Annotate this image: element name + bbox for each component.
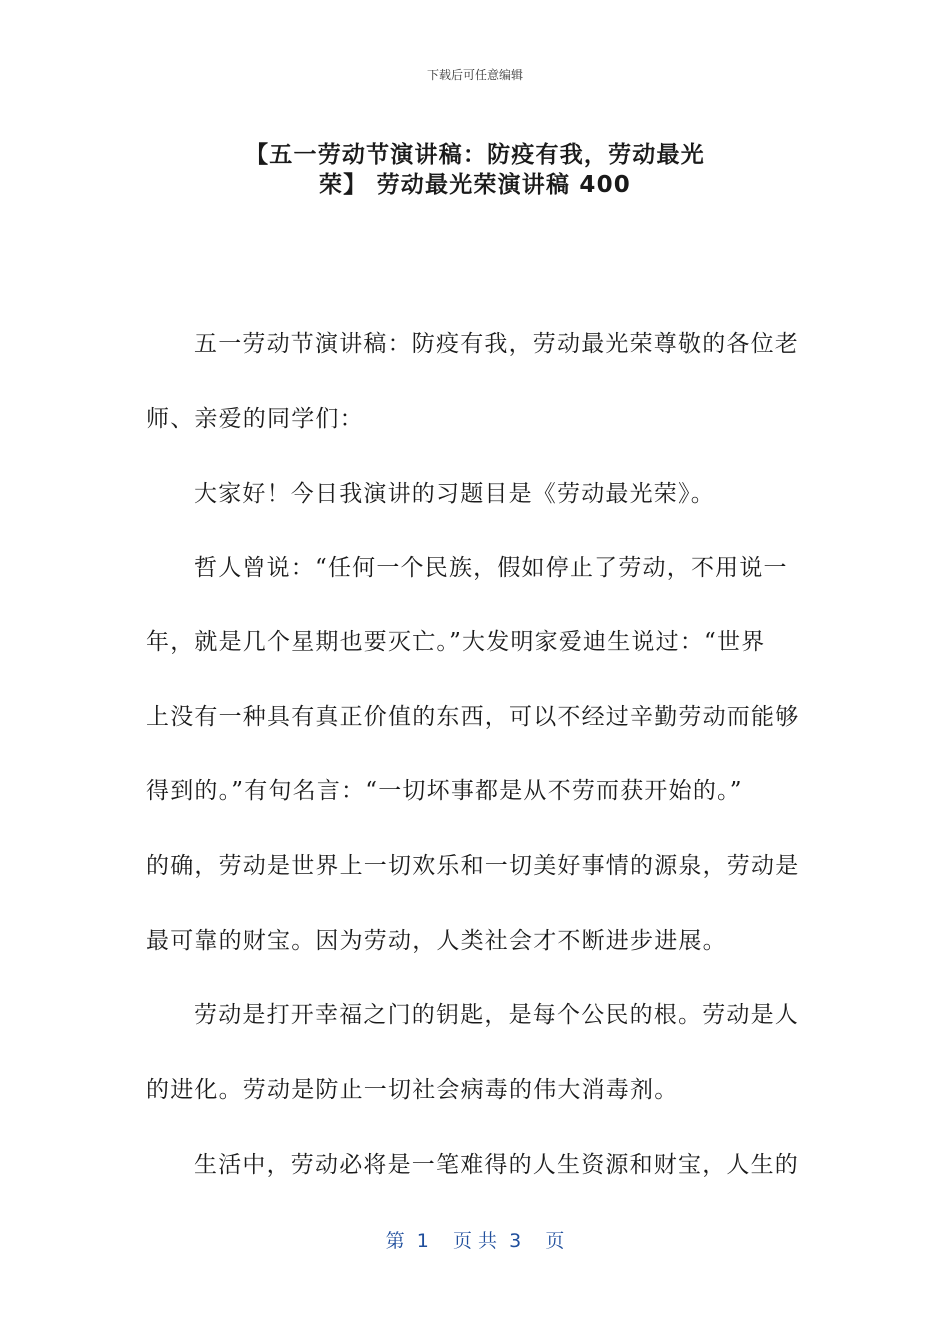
body-line: 最可靠的财宝。因为劳动，人类社会才不断进步进展。 [146,928,727,954]
body-line: 的进化。劳动是防止一切社会病毒的伟大消毒剂。 [146,1077,679,1103]
body-line: 师、亲爱的同学们： [146,406,364,432]
body-line: 哲人曾说：“任何一个民族，假如停止了劳动，不用说一 [194,555,788,581]
body-line: 上没有一种具有真正价值的东西，可以不经过辛勤劳动而能够 [146,704,800,730]
header-note: 下载后可任意编辑 [426,68,523,82]
body-line: 大家好！今日我演讲的习题目是《劳动最光荣》。 [194,481,715,507]
body-line: 的确，劳动是世界上一切欢乐和一切美好事情的源泉，劳动是 [146,853,800,879]
body-line: 生活中，劳动必将是一笔难得的人生资源和财宝，人生的 [194,1152,799,1178]
title-line-1: 【五一劳动节演讲稿：防疫有我，劳动最光 [245,142,705,168]
page-number-footer: 第 1 页 共 3 页 [385,1230,565,1252]
body-line: 劳动是打开幸福之门的钥匙，是每个公民的根。劳动是人 [194,1002,799,1028]
body-line: 五一劳动节演讲稿：防疫有我，劳动最光荣尊敬的各位老 [194,331,799,357]
body-line: 得到的。”有句名言：“一切坏事都是从不劳而获开始的。” [146,778,743,804]
body-line: 年，就是几个星期也要灭亡。”大发明家爱迪生说过：“世界 [146,629,766,655]
title-line-2: 荣】 劳动最光荣演讲稿 400 [318,172,632,198]
